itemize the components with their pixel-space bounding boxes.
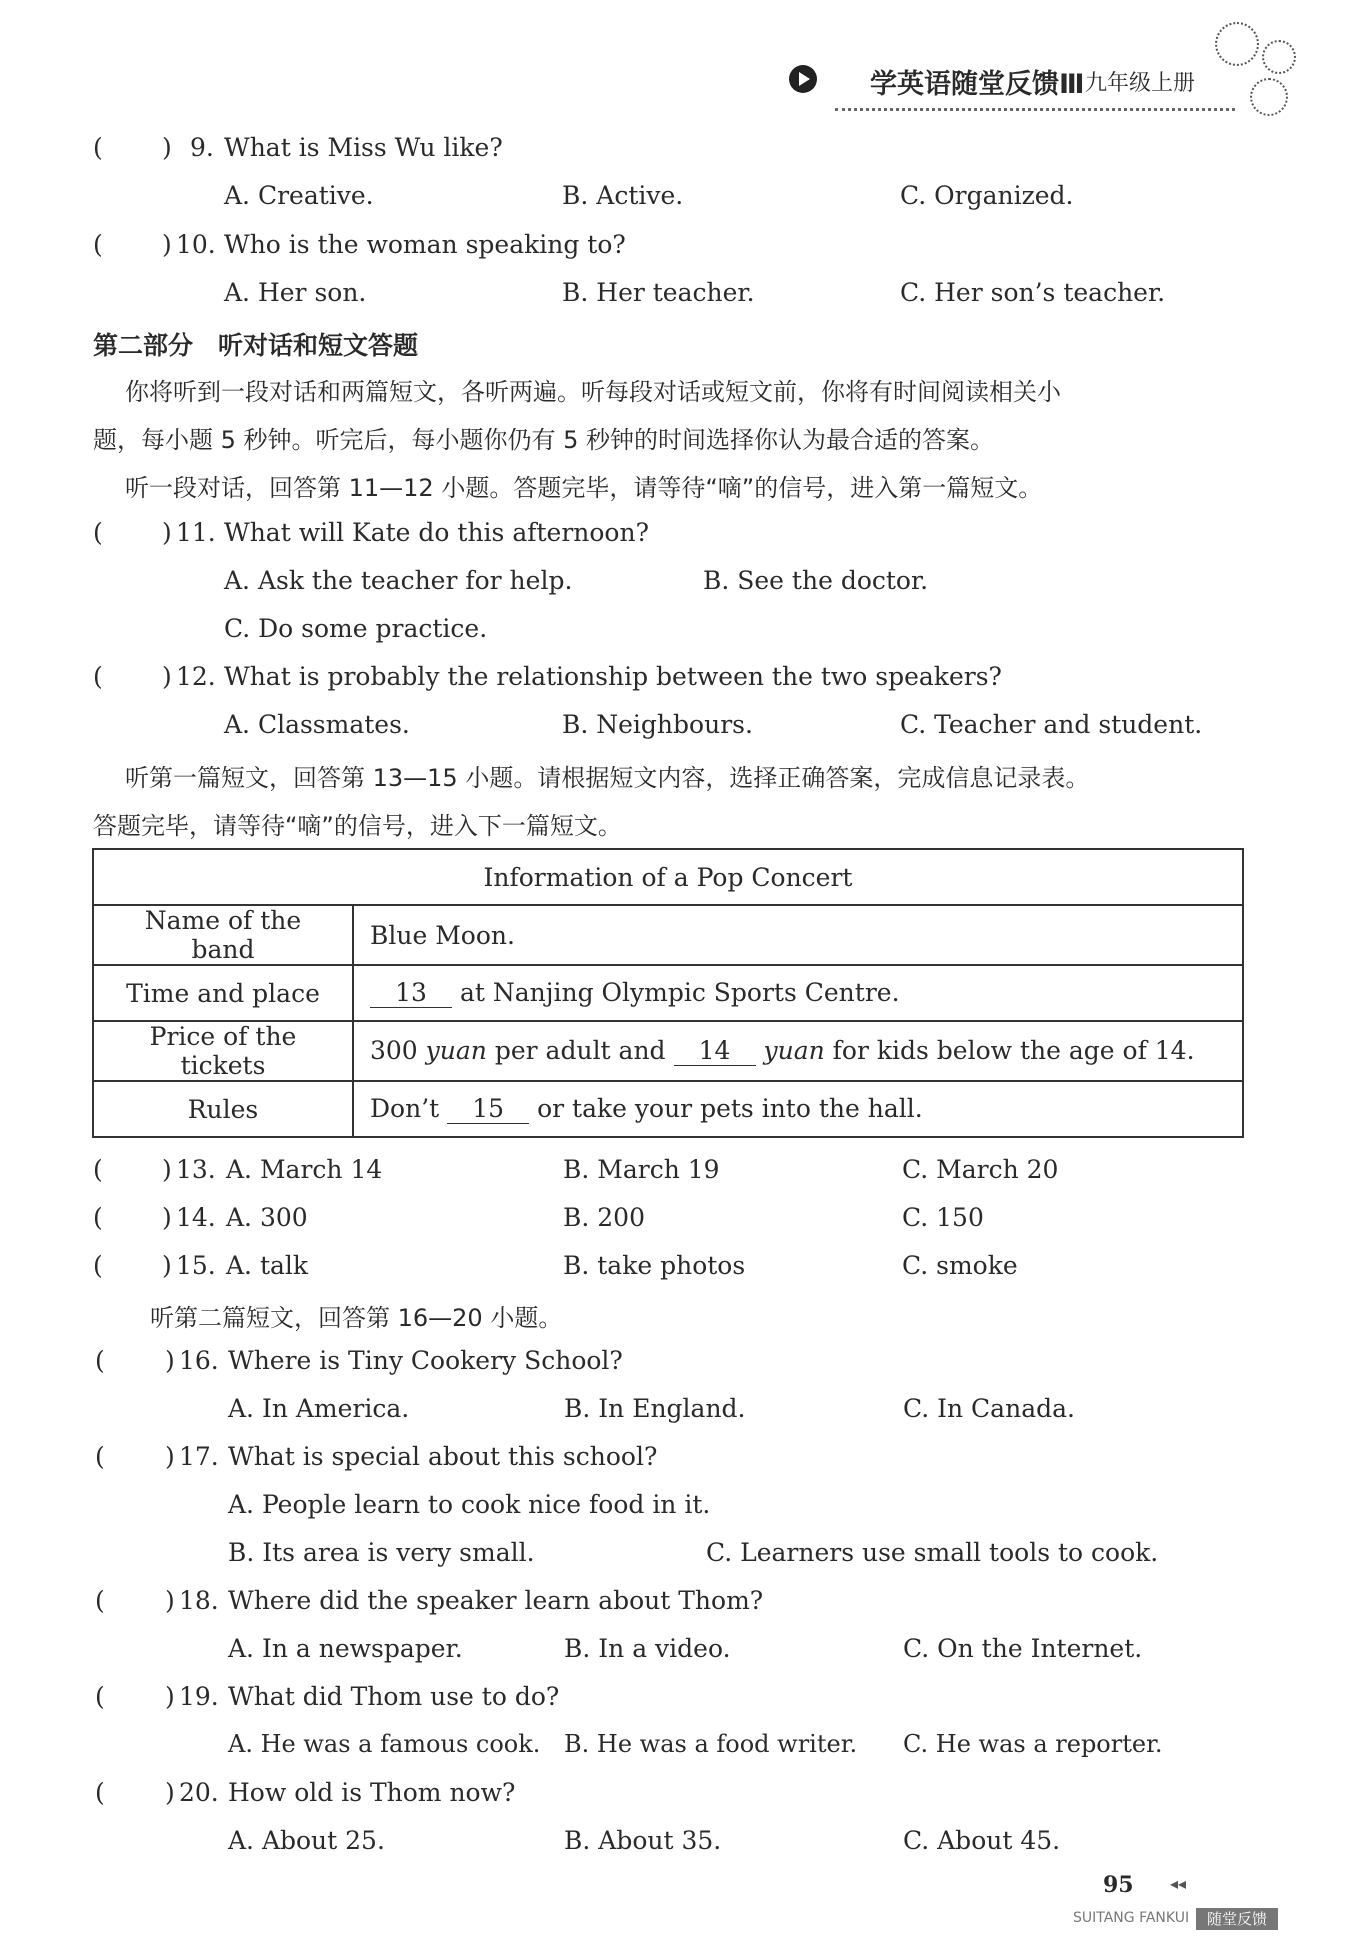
option-b: B. 200 (563, 1203, 645, 1232)
passage1-instruction: 听第一篇短文，回答第 13—15 小题。请根据短文内容，选择正确答案，完成信息记录表。 (125, 764, 1090, 792)
passage2-instruction: 听第二篇短文，回答第 16—20 小题。 (150, 1304, 563, 1332)
question-number: 13. (176, 1155, 216, 1184)
concert-info-table (92, 848, 1244, 1138)
option-a: A. Ask the teacher for help. (224, 566, 573, 595)
passage1-instruction: 答题完毕，请等待“嘀”的信号，进入下一篇短文。 (93, 812, 622, 840)
question-number: 14. (176, 1203, 216, 1232)
table-caption: Information of a Pop Concert (93, 849, 1243, 905)
option-c: C. Teacher and student. (900, 710, 1203, 739)
question-number: 10. (176, 230, 216, 259)
intro-line: 题，每小题 5 秒钟。听完后，每小题你仍有 5 秒钟的时间选择你认为最合适的答案。 (93, 426, 995, 454)
option-a: A. He was a famous cook. (228, 1730, 541, 1758)
option-a: A. Classmates. (224, 710, 410, 739)
row-text: yuan (425, 1036, 487, 1065)
row-text: for kids below the age of 14. (832, 1036, 1195, 1065)
question-number: 19. (179, 1682, 219, 1711)
question-text: Who is the woman speaking to? (224, 230, 626, 259)
answer-paren-close: ) (162, 230, 172, 259)
question-number: 17. (179, 1442, 219, 1471)
option-c: C. March 20 (902, 1155, 1059, 1184)
question-number: 12. (176, 662, 216, 691)
option-a: A. 300 (226, 1203, 308, 1232)
option-c: C. Do some practice. (224, 614, 488, 643)
sunflower-decoration-icon (1262, 40, 1296, 74)
option-b: B. He was a food writer. (564, 1730, 858, 1758)
row-value (353, 1081, 1243, 1137)
row-label: Name of the band (93, 905, 353, 965)
question-number: 15. (176, 1251, 216, 1280)
blank-15: 15 (447, 1095, 529, 1124)
option-b: B. Neighbours. (562, 710, 753, 739)
question-text: What will Kate do this afternoon? (224, 518, 649, 547)
row-text: or take your pets into the hall. (537, 1094, 923, 1123)
sunflower-decoration-icon (1250, 78, 1288, 116)
book-title: 学英语随堂反馈Ⅲ (870, 69, 1085, 100)
option-c: C. Learners use small tools to cook. (706, 1538, 1159, 1567)
question-text: What is probably the relationship between the two speakers? (224, 662, 1002, 691)
option-c: C. Her son’s teacher. (900, 278, 1166, 307)
row-text: per adult and (494, 1036, 666, 1065)
blank-14: 14 (674, 1037, 756, 1066)
option-a: A. People learn to cook nice food in it. (228, 1490, 711, 1519)
option-c: C. In Canada. (903, 1394, 1075, 1423)
option-a: A. March 14 (226, 1155, 383, 1184)
option-c: C. On the Internet. (903, 1634, 1143, 1663)
brand-tab: 随堂反馈 (1196, 1908, 1278, 1930)
option-b: B. See the doctor. (703, 566, 929, 595)
option-b: B. In England. (564, 1394, 746, 1423)
row-label: Price of the tickets (93, 1021, 353, 1081)
play-icon (789, 65, 817, 93)
option-a: A. In a newspaper. (228, 1634, 463, 1663)
option-c: C. Organized. (900, 181, 1074, 210)
question-text: Where did the speaker learn about Thom? (228, 1586, 764, 1615)
option-b: B. In a video. (564, 1634, 731, 1663)
option-b: B. Her teacher. (562, 278, 755, 307)
answer-paren-open: ( (93, 133, 103, 162)
option-c: C. He was a reporter. (903, 1730, 1163, 1758)
grade-label: 九年级上册 (1085, 71, 1196, 96)
question-text: Where is Tiny Cookery School? (228, 1346, 623, 1375)
option-a: A. Creative. (224, 181, 374, 210)
option-a: A. In America. (228, 1394, 410, 1423)
sunflower-decoration-icon (1215, 22, 1259, 66)
arrow-left-icon: ◂◂ (1170, 1874, 1187, 1893)
row-value (353, 965, 1243, 1021)
option-c: C. About 45. (903, 1826, 1061, 1855)
option-b: B. Its area is very small. (228, 1538, 535, 1567)
option-a: A. Her son. (224, 278, 367, 307)
row-text: Don’t (370, 1094, 440, 1123)
intro-line: 你将听到一段对话和两篇短文，各听两遍。听每段对话或短文前，你将有时间阅读相关小 (125, 378, 1061, 406)
option-a: A. About 25. (228, 1826, 385, 1855)
section-title: 第二部分 听对话和短文答题 (93, 331, 419, 360)
question-number: 20. (179, 1778, 219, 1807)
row-text: yuan (763, 1036, 825, 1065)
question-number: 9. (190, 133, 214, 162)
row-text: 300 (370, 1036, 418, 1065)
option-b: B. About 35. (564, 1826, 722, 1855)
option-c: C. smoke (902, 1251, 1018, 1280)
question-text: What is Miss Wu like? (224, 133, 503, 162)
brand-pinyin: SUITANG FANKUI (1073, 1910, 1190, 1926)
option-a: A. talk (226, 1251, 309, 1280)
dialogue-instruction: 听一段对话，回答第 11—12 小题。答题完毕，请等待“嘀”的信号，进入第一篇短文。 (125, 474, 1043, 502)
question-number: 11. (176, 518, 216, 547)
question-text: How old is Thom now? (228, 1778, 516, 1807)
page-number: 95 (1103, 1872, 1134, 1898)
blank-13: 13 (370, 979, 452, 1008)
row-value: Blue Moon. (353, 905, 1243, 965)
question-text: What is special about this school? (228, 1442, 658, 1471)
option-b: B. take photos (563, 1251, 746, 1280)
row-label: Time and place (93, 965, 353, 1021)
question-number: 16. (179, 1346, 219, 1375)
question-text: What did Thom use to do? (228, 1682, 560, 1711)
option-b: B. Active. (562, 181, 684, 210)
row-text: at Nanjing Olympic Sports Centre. (459, 978, 900, 1007)
header-dotted-rule (835, 108, 1235, 111)
answer-paren-open: ( (93, 230, 103, 259)
row-value (353, 1021, 1243, 1081)
option-b: B. March 19 (563, 1155, 720, 1184)
answer-paren-close: ) (162, 133, 172, 162)
option-c: C. 150 (902, 1203, 984, 1232)
question-number: 18. (179, 1586, 219, 1615)
row-label: Rules (93, 1081, 353, 1137)
